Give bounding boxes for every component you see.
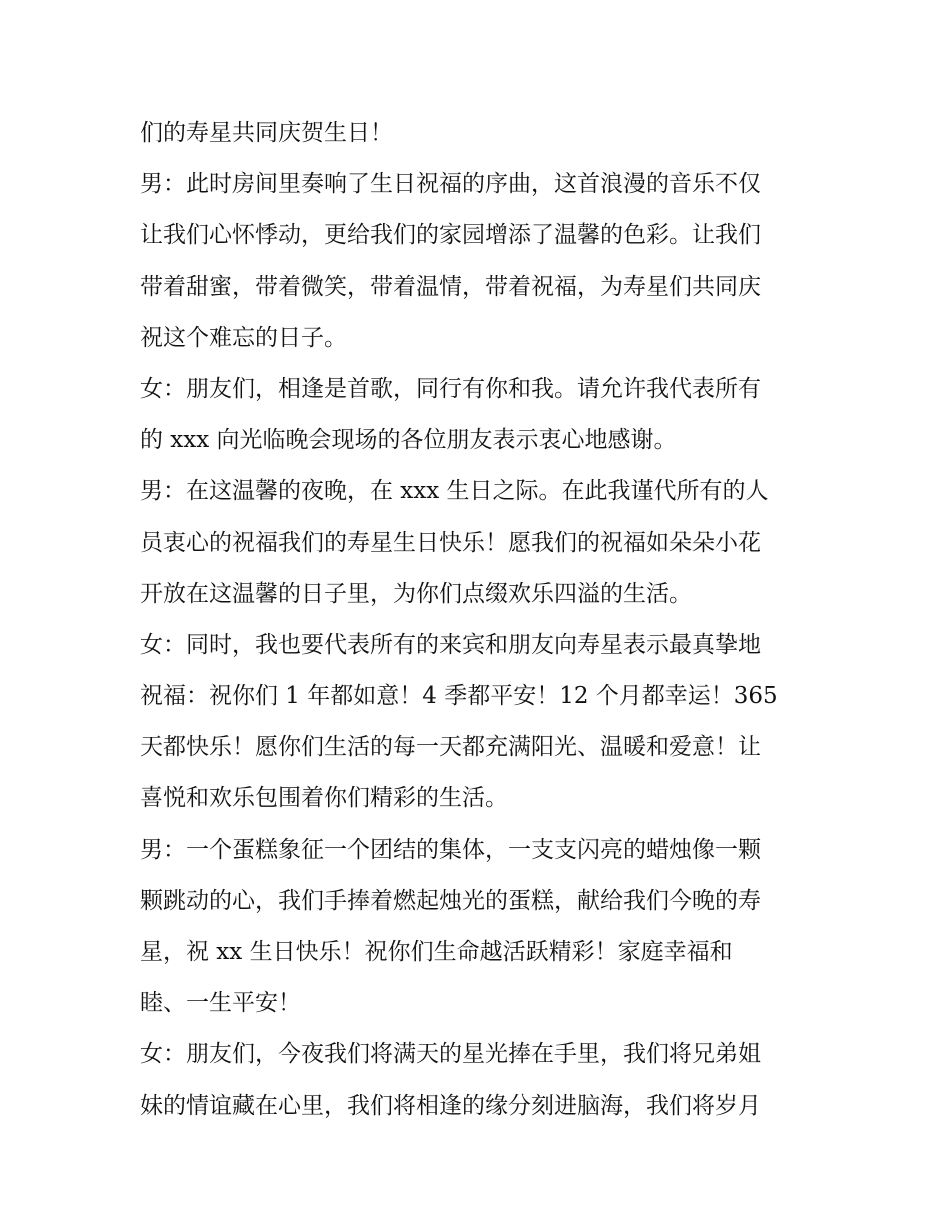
text-line: 星，祝 xx 生日快乐！祝你们生命越活跃精彩！家庭幸福和 bbox=[140, 939, 733, 965]
text-line: 女：同时，我也要代表所有的来宾和朋友向寿星表示最真挚地 bbox=[140, 631, 761, 658]
text-line: 天都快乐！愿你们生活的每一天都充满阳光、温暖和爱意！让 bbox=[140, 734, 761, 761]
text-line: 男：一个蛋糕象征一个团结的集体，一支支闪亮的蜡烛像一颗 bbox=[140, 836, 761, 863]
text-line: 颗跳动的心，我们手捧着燃起烛光的蛋糕，献给我们今晚的寿 bbox=[140, 887, 761, 914]
text-line: 祝这个难忘的日子。 bbox=[140, 324, 347, 351]
text-line: 女：朋友们，相逢是首歌，同行有你和我。请允许我代表所有 bbox=[140, 375, 761, 402]
text-line: 员衷心的祝福我们的寿星生日快乐！愿我们的祝福如朵朵小花 bbox=[140, 529, 761, 556]
text-line: 睦、一生平安！ bbox=[140, 990, 301, 1017]
text-line: 妹的情谊藏在心里，我们将相逢的缘分刻进脑海，我们将岁月 bbox=[140, 1092, 761, 1119]
text-line: 男：在这温馨的夜晚，在 xxx 生日之际。在此我谨代所有的人 bbox=[140, 478, 769, 505]
text-line: 男：此时房间里奏响了生日祝福的序曲，这首浪漫的音乐不仅 bbox=[140, 171, 761, 198]
text-line: 让我们心怀悸动，更给我们的家园增添了温馨的色彩。让我们 bbox=[140, 222, 761, 249]
document-body bbox=[140, 108, 820, 1132]
text-line: 喜悦和欢乐包围着你们精彩的生活。 bbox=[140, 785, 508, 812]
text-line: 带着甜蜜，带着微笑，带着温情，带着祝福，为寿星们共同庆 bbox=[140, 273, 761, 300]
text-line: 祝福：祝你们 1 年都如意！4 季都平安！12 个月都幸运！365 bbox=[140, 683, 778, 710]
text-line: 女：朋友们，今夜我们将满天的星光捧在手里，我们将兄弟姐 bbox=[140, 1041, 761, 1068]
text-line: 的 xxx 向光临晚会现场的各位朋友表示衷心地感谢。 bbox=[140, 427, 677, 454]
text-line: 们的寿星共同庆贺生日！ bbox=[140, 120, 393, 146]
text-line: 开放在这温馨的日子里，为你们点缀欢乐四溢的生活。 bbox=[140, 580, 692, 607]
